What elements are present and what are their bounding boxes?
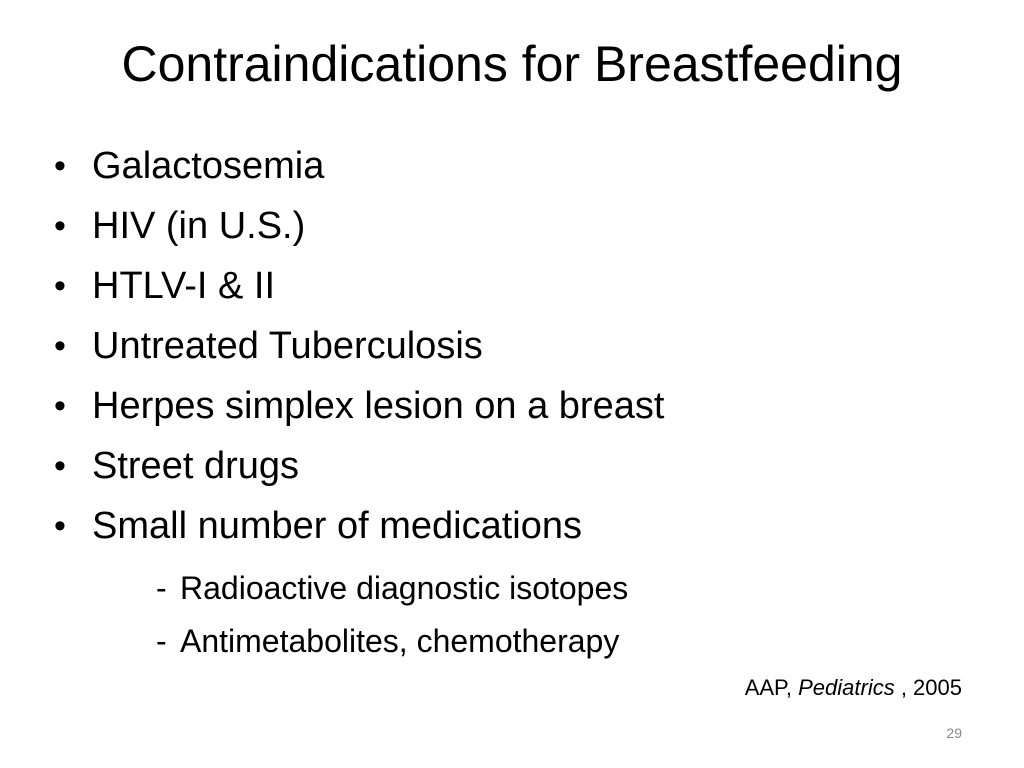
bullet-marker: • xyxy=(54,147,66,185)
bullet-text: Street drugs xyxy=(92,445,299,487)
sub-bullet-item xyxy=(156,617,628,670)
bullet-item xyxy=(54,138,664,198)
citation xyxy=(745,674,962,702)
bullet-text: Small number of medications xyxy=(92,505,582,547)
sub-bullet-marker: - xyxy=(156,623,167,659)
sub-bullet-text: Radioactive diagnostic isotopes xyxy=(180,570,629,606)
bullet-item xyxy=(54,438,664,498)
slide-number: 29 xyxy=(946,725,962,741)
citation-prefix: AAP, xyxy=(744,675,799,700)
citation-suffix: , 2005 xyxy=(894,675,962,700)
slide-title: Contraindications for Breastfeeding xyxy=(121,36,903,92)
bullet-text: Untreated Tuberculosis xyxy=(92,325,483,367)
bullet-marker: • xyxy=(54,327,66,365)
bullet-item xyxy=(54,378,664,438)
bullet-item xyxy=(54,198,664,258)
sub-bullet-text: Antimetabolites, chemotherapy xyxy=(180,623,620,659)
bullet-text: HTLV-I & II xyxy=(92,265,276,307)
bullet-item xyxy=(54,498,664,558)
sub-bullet-item xyxy=(156,564,628,617)
bullet-marker: • xyxy=(54,387,66,425)
bullet-text: HIV (in U.S.) xyxy=(92,205,306,247)
citation-journal: Pediatrics xyxy=(798,675,895,700)
bullet-marker: • xyxy=(54,507,66,545)
bullet-list xyxy=(54,138,664,558)
bullet-marker: • xyxy=(54,267,66,305)
sub-bullet-marker: - xyxy=(156,570,167,606)
bullet-marker: • xyxy=(54,207,66,245)
bullet-text: Galactosemia xyxy=(92,145,325,187)
sub-bullet-list xyxy=(156,564,628,670)
bullet-marker: • xyxy=(54,447,66,485)
bullet-text: Herpes simplex lesion on a breast xyxy=(92,385,665,427)
bullet-item xyxy=(54,258,664,318)
bullet-item xyxy=(54,318,664,378)
